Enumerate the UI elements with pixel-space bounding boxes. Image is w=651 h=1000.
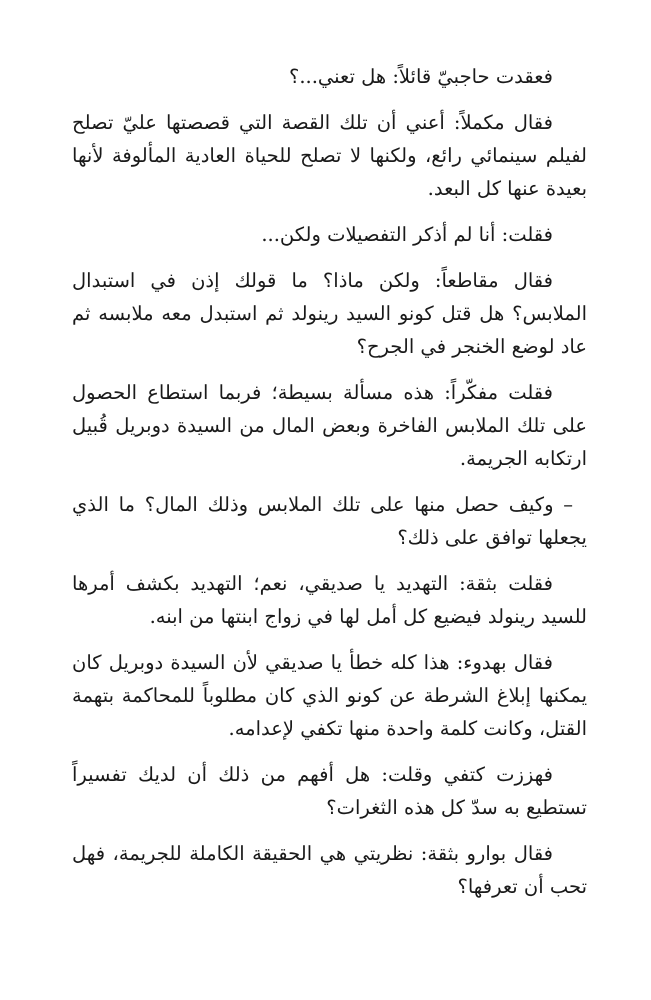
paragraph-6: – وكيف حصل منها على تلك الملابس وذلك المال؟ ما الذي يجعلها توافق على ذلك؟ — [72, 493, 587, 549]
paragraph-7: فقلت بثقة: التهديد يا صديقي، نعم؛ التهديد بكشف أمرها للسيد رينولد فيضيع كل أمل لها في زواج ابنتها من ابنه. — [72, 572, 587, 628]
body-text — [72, 60, 587, 916]
paragraph-8: فقال بهدوء: هذا كله خطأ يا صديقي لأن السيدة دوبريل كان يمكنها إبلاغ الشرطة عن كونو الذي كان مطلوباً للمحاكمة بتهمة القتل، وكانت كلمة واحدة منها تكفي لإعدامه. — [72, 651, 587, 740]
paragraph-5: فقلت مفكّراً: هذه مسألة بسيطة؛ فربما استطاع الحصول على تلك الملابس الفاخرة وبعض المال من السيدة دوبريل قُبيل ارتكابه الجريمة. — [72, 381, 587, 470]
paragraph-9: فهززت كتفي وقلت: هل أفهم من ذلك أن لديك تفسيراً تستطيع به سدّ كل هذه الثغرات؟ — [72, 763, 587, 819]
paragraph-3: فقلت: أنا لم أذكر التفصيلات ولكن... — [261, 223, 553, 246]
paragraph-1: فعقدت حاجبيّ قائلاً: هل تعني...؟ — [288, 65, 553, 88]
paragraph-10: فقال بوارو بثقة: نظريتي هي الحقيقة الكاملة للجريمة، فهل تحب أن تعرفها؟ — [72, 842, 587, 898]
paragraph-2: فقال مكملاً: أعني أن تلك القصة التي قصصتها عليّ تصلح لفيلم سينمائي رائع، ولكنها لا تصلح للحياة العادية المألوفة لأنها بعيدة عنها كل البعد. — [72, 111, 587, 200]
paragraph-4: فقال مقاطعاً: ولكن ماذا؟ ما قولك إذن في استبدال الملابس؟ هل قتل كونو السيد رينولد ثم استبدل معه ملابسه ثم عاد لوضع الخنجر في الجرح؟ — [72, 269, 587, 358]
